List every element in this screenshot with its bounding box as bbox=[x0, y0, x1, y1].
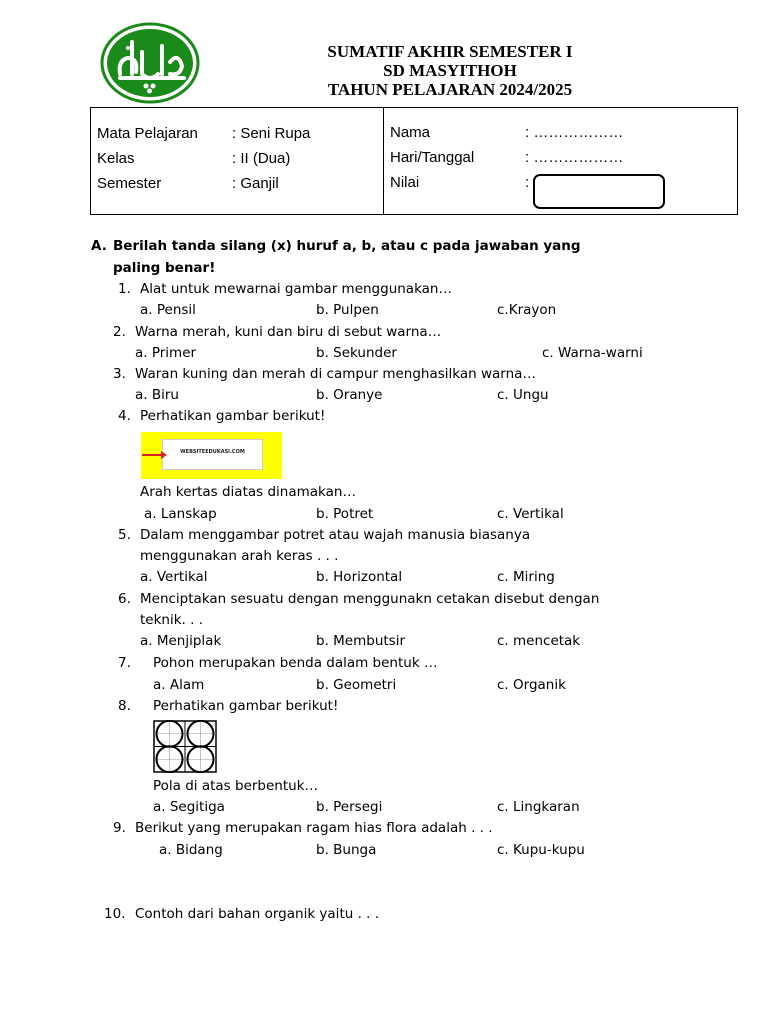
option-c[interactable]: c. Kupu-kupu bbox=[497, 842, 585, 858]
score-colon: : bbox=[525, 174, 530, 191]
arrowhead-icon bbox=[161, 451, 167, 459]
question-number: 2. bbox=[113, 324, 126, 340]
subject-label: Mata Pelajaran bbox=[97, 125, 198, 142]
option-a[interactable]: a. Segitiga bbox=[153, 799, 225, 815]
question-text: Menciptakan sesuatu dengan menggunakn cetakan disebut dengan bbox=[140, 591, 600, 607]
section-marker: A. bbox=[91, 238, 107, 254]
option-c[interactable]: c. Vertikal bbox=[497, 506, 564, 522]
question-text: Warna merah, kuni dan biru di sebut warna… bbox=[135, 324, 442, 340]
option-b[interactable]: b. Membutsir bbox=[316, 633, 406, 649]
option-c[interactable]: c. Ungu bbox=[497, 387, 549, 403]
score-box[interactable] bbox=[533, 174, 665, 209]
semester-label: Semester bbox=[97, 175, 162, 192]
question-subtext: menggunakan arah keras . . . bbox=[140, 548, 339, 564]
question-text: Berikut yang merupakan ragam hias flora adalah . . . bbox=[135, 820, 493, 836]
option-a[interactable]: a. Menjiplak bbox=[140, 633, 222, 649]
question-number: 9. bbox=[113, 820, 126, 836]
website-watermark: WEBSITEEDUKASI.COM bbox=[180, 449, 245, 455]
option-a[interactable]: a. Bidang bbox=[159, 842, 223, 858]
option-a[interactable]: a. Alam bbox=[153, 677, 205, 693]
school-logo bbox=[100, 22, 200, 104]
date-label: Hari/Tanggal bbox=[390, 149, 475, 166]
question-number: 10. bbox=[104, 906, 126, 922]
semester-value: : Ganjil bbox=[232, 175, 279, 192]
question-text: Waran kuning dan merah di campur menghasilkan warna… bbox=[135, 366, 536, 382]
question-number: 1. bbox=[118, 281, 131, 297]
question-text: Alat untuk mewarnai gambar menggunakan… bbox=[140, 281, 452, 297]
subject-value: : Seni Rupa bbox=[232, 125, 311, 142]
paper-sheet bbox=[162, 439, 263, 470]
question-text: Perhatikan gambar berikut! bbox=[153, 698, 339, 714]
option-b[interactable]: b. Pulpen bbox=[316, 302, 379, 318]
class-label: Kelas bbox=[97, 150, 135, 167]
option-b[interactable]: b. Potret bbox=[316, 506, 374, 522]
question-text: Contoh dari bahan organik yaitu . . . bbox=[135, 906, 380, 922]
date-field[interactable]: : ……………… bbox=[525, 149, 624, 166]
question-text: Perhatikan gambar berikut! bbox=[140, 408, 326, 424]
question-number: 3. bbox=[113, 366, 126, 382]
question-number: 4. bbox=[118, 408, 131, 424]
option-b[interactable]: b. Persegi bbox=[316, 799, 383, 815]
option-c[interactable]: c. Organik bbox=[497, 677, 566, 693]
class-value: : II (Dua) bbox=[232, 150, 291, 167]
option-b[interactable]: b. Oranye bbox=[316, 387, 383, 403]
option-b[interactable]: b. Bunga bbox=[316, 842, 377, 858]
exam-title: SUMATIF AKHIR SEMESTER I bbox=[327, 42, 573, 61]
option-b[interactable]: b. Horizontal bbox=[316, 569, 403, 585]
question-number: 8. bbox=[118, 698, 131, 714]
landscape-paper-image bbox=[141, 432, 282, 479]
option-a[interactable]: a. Primer bbox=[135, 345, 197, 361]
info-divider bbox=[383, 107, 384, 215]
option-c[interactable]: c. mencetak bbox=[497, 633, 581, 649]
question-number: 7. bbox=[118, 655, 131, 671]
question-number: 5. bbox=[118, 527, 131, 543]
option-b[interactable]: b. Sekunder bbox=[316, 345, 397, 361]
option-a[interactable]: a. Pensil bbox=[140, 302, 196, 318]
option-a[interactable]: a. Vertikal bbox=[140, 569, 208, 585]
circle-pattern-image bbox=[153, 720, 217, 773]
option-a[interactable]: a. Lanskap bbox=[144, 506, 217, 522]
option-c[interactable]: c. Lingkaran bbox=[497, 799, 580, 815]
option-c[interactable]: c. Miring bbox=[497, 569, 555, 585]
name-field[interactable]: : ……………… bbox=[525, 124, 624, 141]
academic-year: TAHUN PELAJARAN 2024/2025 bbox=[327, 80, 573, 99]
question-subtext: teknik. . . bbox=[140, 612, 203, 628]
question-subtext: Pola di atas berbentuk… bbox=[153, 778, 319, 794]
option-c[interactable]: c.Krayon bbox=[497, 302, 557, 318]
question-subtext: Arah kertas diatas dinamakan… bbox=[140, 484, 356, 500]
question-number: 6. bbox=[118, 591, 131, 607]
option-c[interactable]: c. Warna-warni bbox=[542, 345, 643, 361]
instruction-line-2: paling benar! bbox=[113, 260, 216, 276]
name-label: Nama bbox=[390, 124, 431, 141]
option-a[interactable]: a. Biru bbox=[135, 387, 179, 403]
question-text: Dalam menggambar potret atau wajah manusia biasanya bbox=[140, 527, 531, 543]
instruction-line-1: Berilah tanda silang (x) huruf a, b, atau c pada jawaban yang bbox=[113, 238, 581, 254]
option-b[interactable]: b. Geometri bbox=[316, 677, 397, 693]
score-label: Nilai bbox=[390, 174, 420, 191]
school-name: SD MASYITHOH bbox=[383, 61, 517, 80]
question-text: Pohon merupakan benda dalam bentuk … bbox=[153, 655, 438, 671]
